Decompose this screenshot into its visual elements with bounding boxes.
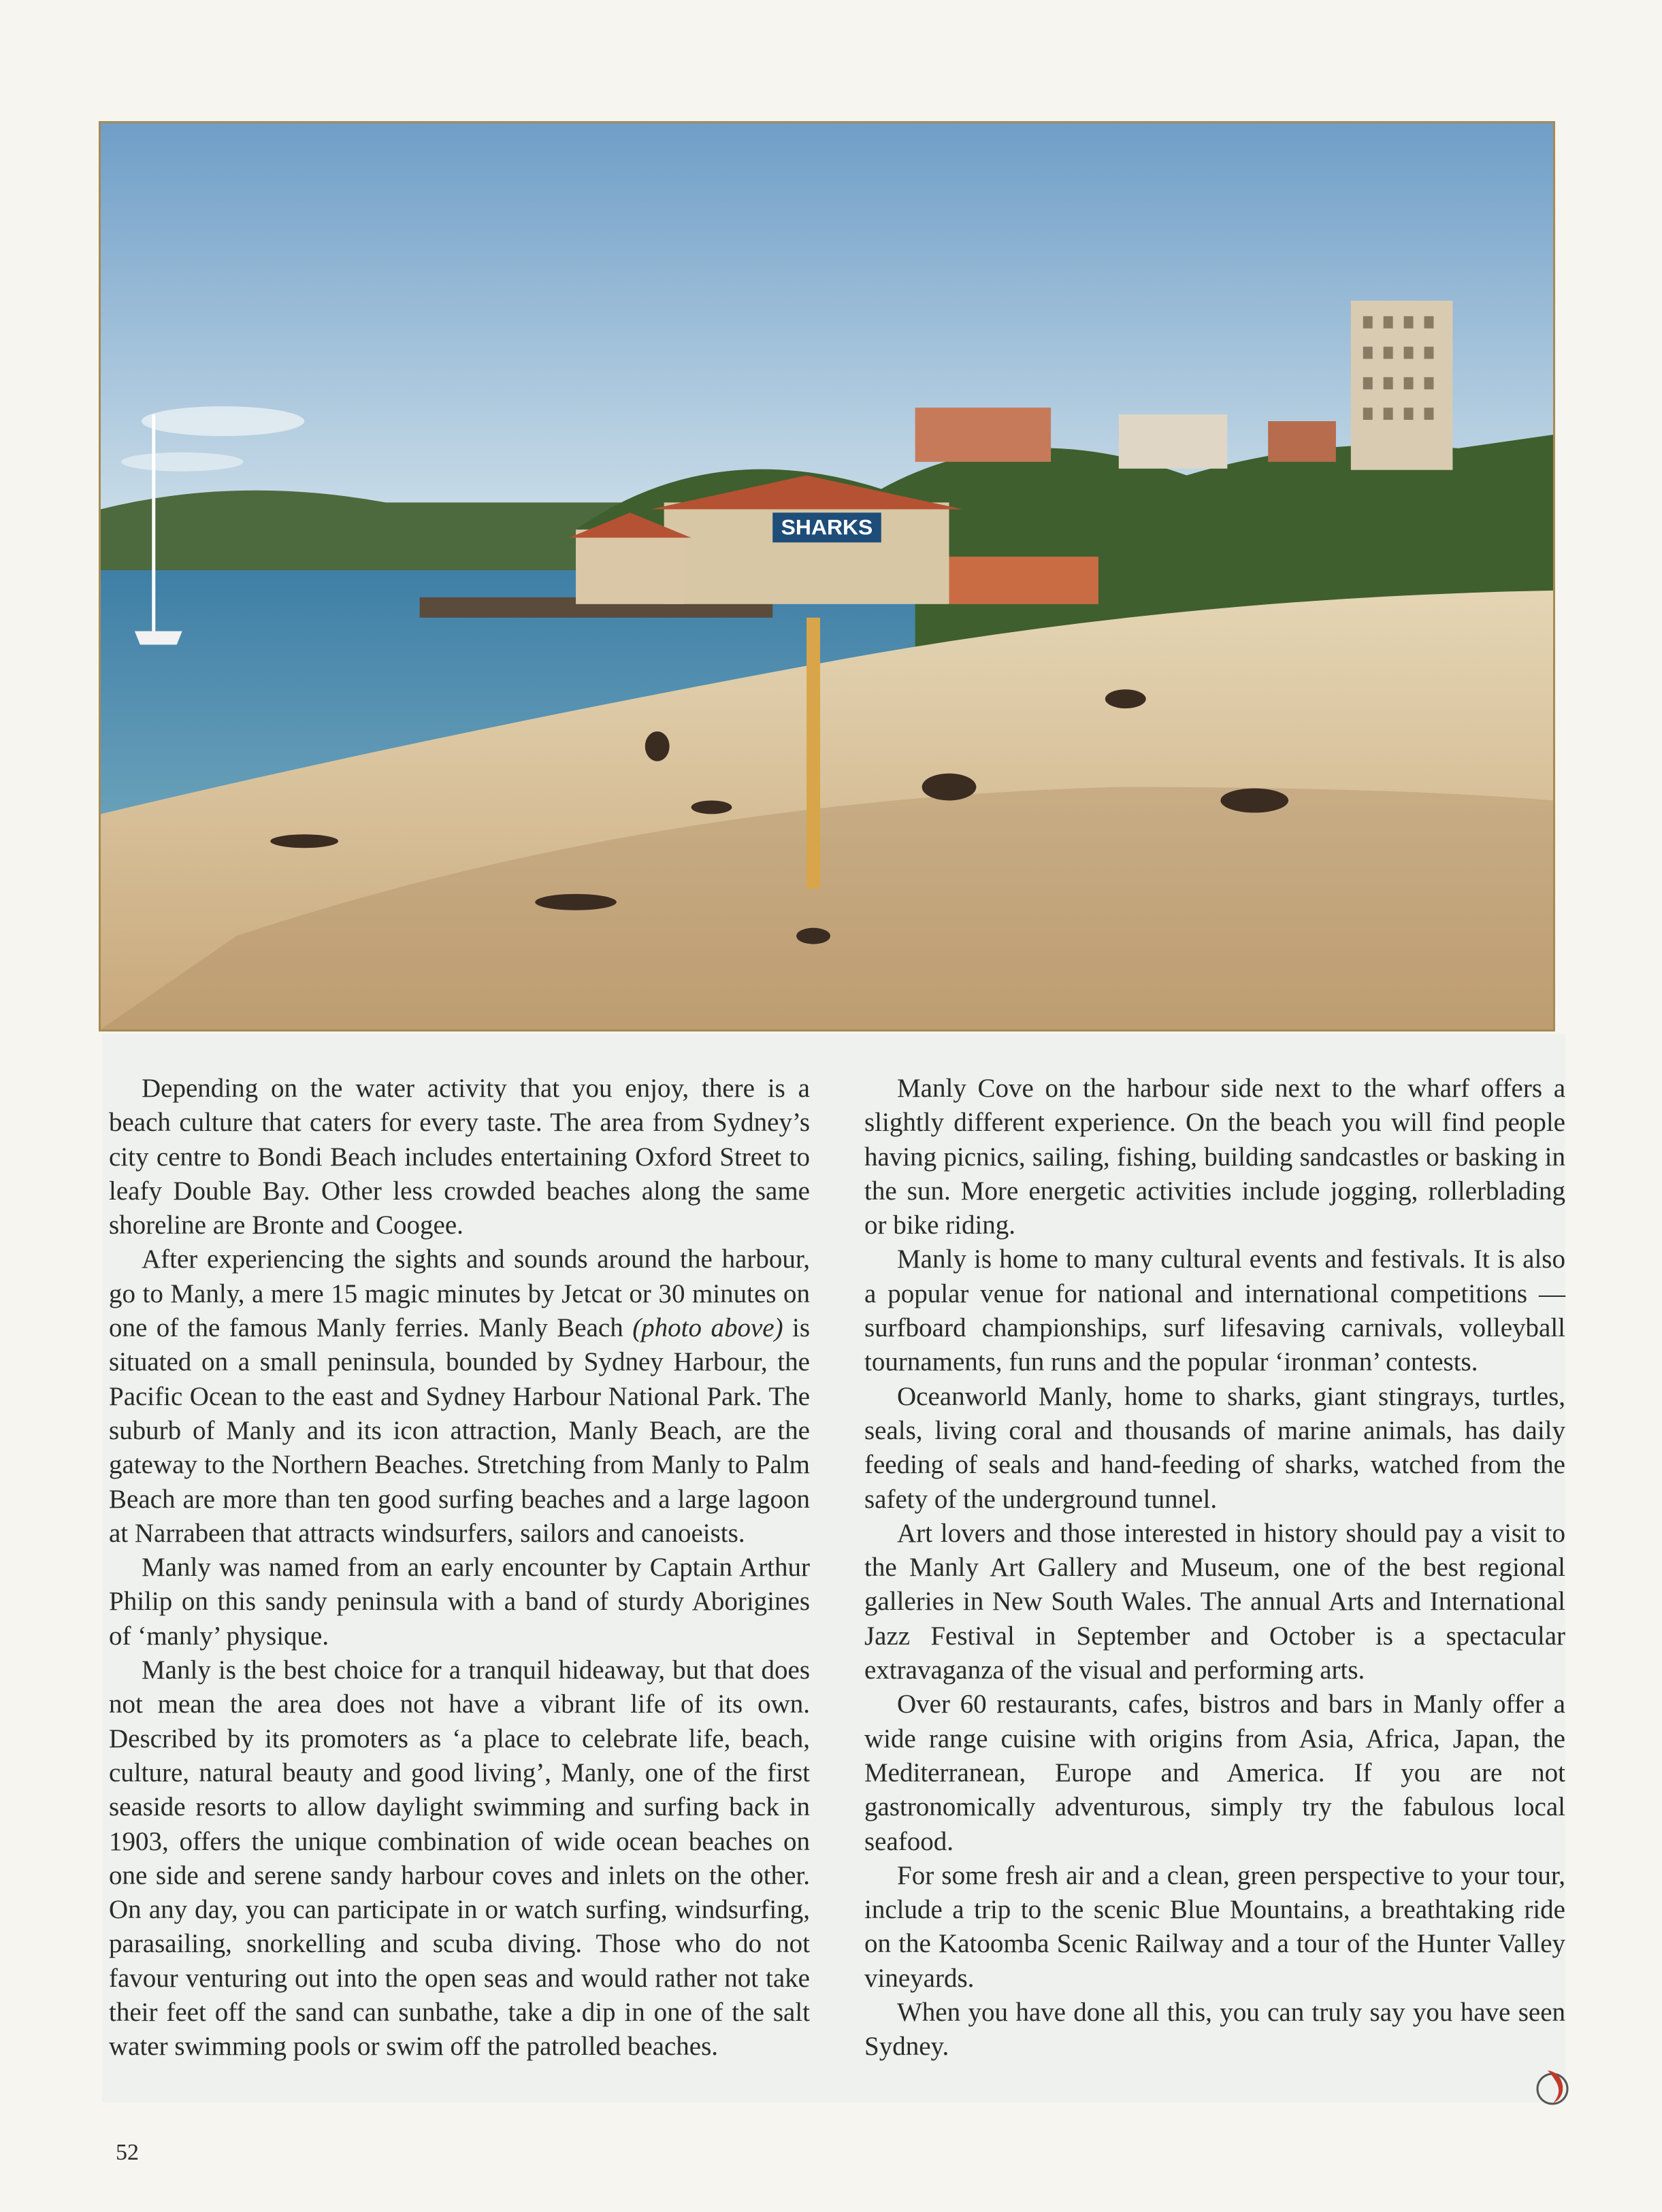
paragraph: When you have done all this, you can truly say you have seen Sydney. [864, 1998, 1565, 2062]
beach-photo-illustration [101, 123, 1553, 1029]
beach-photo [99, 121, 1555, 1031]
paragraph [109, 1242, 810, 1551]
sharks-sign: SHARKS [781, 514, 873, 540]
paragraph: Over 60 restaurants, cafes, bistros and bars in Manly offer a wide range cuisine with origins from Asia, Africa, Japan, the Mediterranean, Europe and America. If you are not gastronomically adventurous, simply try the fabulous local seafood. [864, 1689, 1565, 1856]
article-column-right [864, 1072, 1565, 2064]
paragraph-text: After experiencing the sights and sounds around the harbour, go to Manly, a mere 15 magic minutes by Jetcat or 30 minutes on one of the famous Manly ferries. Manly Beach [109, 1244, 810, 1343]
paragraph: Art lovers and those interested in history should pay a visit to the Manly Art Gallery and Museum, one of the best regional galleries in New South Wales. The annual Arts and International Jazz Festival in September and October is a spectacular extravaganza of the visual and performing arts. [864, 1518, 1565, 1685]
paragraph: Manly is the best choice for a tranquil hideaway, but that does not mean the area does not have a vibrant life of its own. Described by its promoters as ‘a place to celebrate life, beach, culture, natural beauty and good living’, Manly, one of the first seaside resorts to allow daylight swimming and surfing back in 1903, offers the unique combination of wide ocean beaches on one side and serene sandy harbour coves and inlets on the other. On any day, you can participate in or watch surfing, windsurfing, parasailing, snorkelling and scuba diving. Those who do not favour venturing out into the open seas and would rather not take their feet off the sand can sunbathe, take a dip in one of the salt water swimming pools or swim off the patrolled beaches. [109, 1655, 810, 2062]
paragraph: For some fresh air and a clean, green perspective to your tour, include a trip to the scenic Blue Mountains, a breathtaking ride on the Katoomba Scenic Railway and a tour of the Hunter Valley vineyards. [864, 1860, 1565, 1993]
paragraph-text: is situated on a small peninsula, bounded by Sydney Harbour, the Pacific Ocean to the east and Sydney Harbour National Park. The suburb of Manly and its icon attraction, Manly Beach, are the gateway to the Northern Beaches. Stretching from Manly to Palm Beach are more than ten good surfing beaches and a large lagoon at Narrabeen that attracts windsurfers, sailors and canoeists. [109, 1313, 811, 1548]
article-column-left [109, 1072, 810, 2064]
paragraph: Manly was named from an early encounter by Captain Arthur Philip on this sandy peninsula with a band of sturdy Aborigines of ‘manly’ physique. [109, 1553, 810, 1651]
paragraph: Oceanworld Manly, home to sharks, giant stingrays, turtles, seals, living coral and thousands of marine animals, has daily feeding of seals and hand-feeding of sharks, watched from the safety of the underground tunnel. [864, 1381, 1565, 1514]
beach-post [806, 618, 820, 889]
page-number: 52 [116, 2140, 139, 2165]
paragraph: Depending on the water activity that you enjoy, there is a beach culture that caters for every taste. The area from Sydney’s city centre to Bondi Beach includes entertaining Oxford Street to leafy Double Bay. Other less crowded beaches along the same shoreline are Bronte and Coogee. [109, 1074, 810, 1240]
end-of-article-icon [1533, 2065, 1572, 2107]
photo-reference: (photo above) [632, 1313, 783, 1343]
paragraph: Manly is home to many cultural events and festivals. It is also a popular venue for national and international competitions — surfboard championships, surf lifesaving carnivals, volleyball tournaments, fun runs and the popular ‘ironman’ contests. [864, 1244, 1565, 1377]
paragraph: Manly Cove on the harbour side next to the wharf offers a slightly different experience. On the beach you will find people having picnics, sailing, fishing, building sandcastles or basking in the sun. More energetic activities include jogging, rollerblading or bike riding. [864, 1074, 1565, 1240]
